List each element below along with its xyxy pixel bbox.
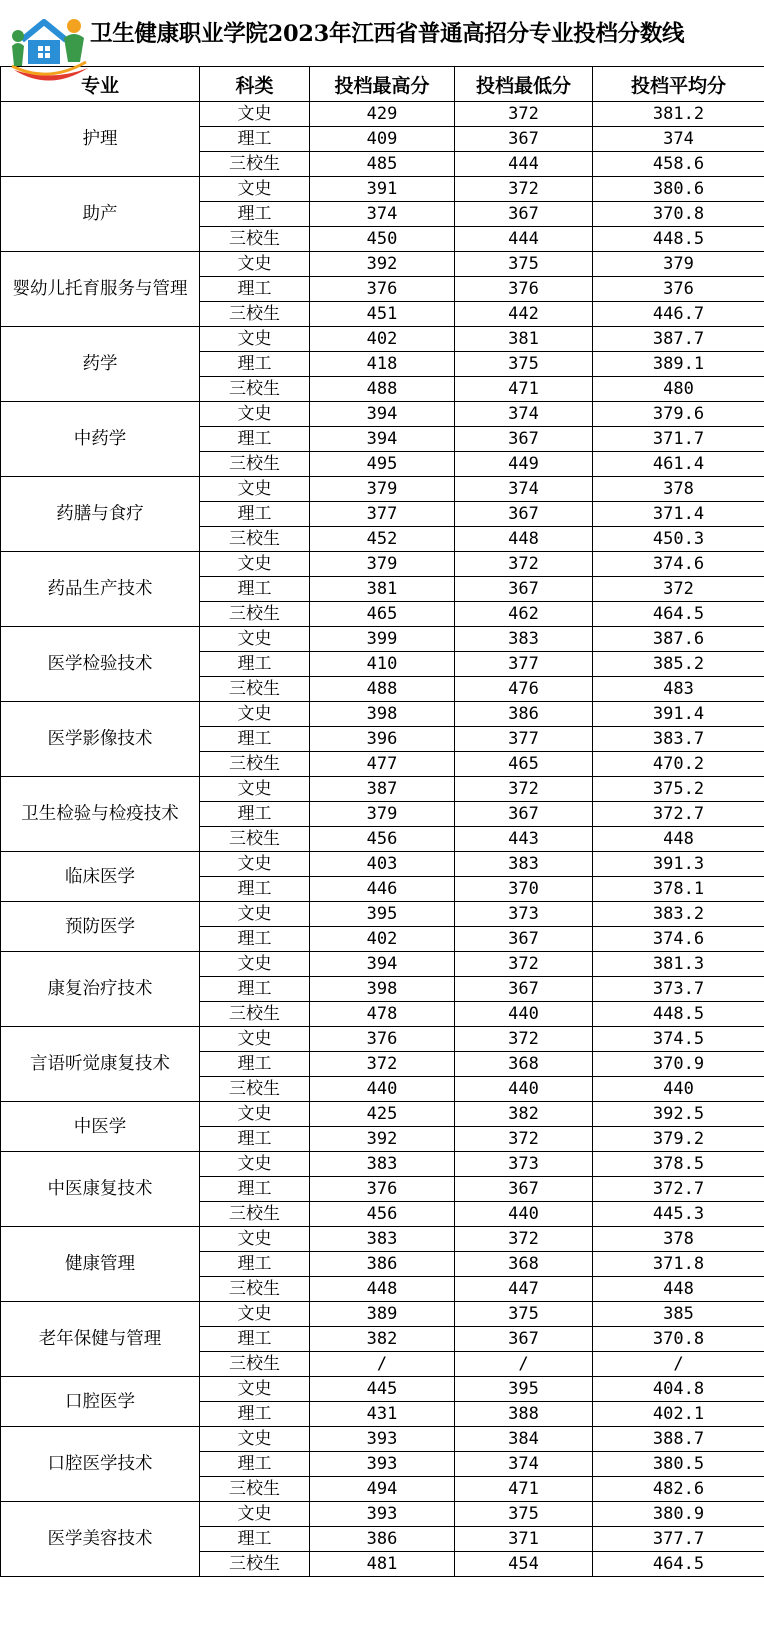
- avg-score-cell: 446.7: [593, 302, 764, 327]
- major-name: 药学: [1, 327, 200, 402]
- avg-score-cell: 376: [593, 277, 764, 302]
- max-score-cell: 485: [310, 152, 455, 177]
- avg-score-cell: 404.8: [593, 1377, 764, 1402]
- college-logo-icon: [8, 10, 92, 86]
- min-score-cell: 367: [455, 502, 593, 527]
- min-score-cell: 442: [455, 302, 593, 327]
- avg-score-cell: 379.2: [593, 1127, 764, 1152]
- category-cell: 三校生: [200, 152, 310, 177]
- min-score-cell: 374: [455, 1452, 593, 1477]
- min-score-cell: 376: [455, 277, 593, 302]
- category-cell: 文史: [200, 902, 310, 927]
- major-name: 医学影像技术: [1, 702, 200, 777]
- category-cell: 理工: [200, 927, 310, 952]
- max-score-cell: 450: [310, 227, 455, 252]
- max-score-cell: 403: [310, 852, 455, 877]
- major-name: 助产: [1, 177, 200, 252]
- category-cell: 理工: [200, 427, 310, 452]
- min-score-cell: 367: [455, 127, 593, 152]
- max-score-cell: 379: [310, 802, 455, 827]
- category-cell: 理工: [200, 502, 310, 527]
- category-cell: 三校生: [200, 302, 310, 327]
- major-name: 老年保健与管理: [1, 1302, 200, 1377]
- avg-score-cell: 445.3: [593, 1202, 764, 1227]
- min-score-cell: 375: [455, 252, 593, 277]
- max-score-cell: 376: [310, 1177, 455, 1202]
- major-name: 预防医学: [1, 902, 200, 952]
- avg-score-cell: 371.8: [593, 1252, 764, 1277]
- category-cell: 理工: [200, 1127, 310, 1152]
- table-row: [1, 402, 764, 427]
- avg-score-cell: 383.2: [593, 902, 764, 927]
- avg-score-cell: 448.5: [593, 1002, 764, 1027]
- category-cell: 文史: [200, 852, 310, 877]
- column-header-major: 专业: [1, 67, 200, 102]
- max-score-cell: 394: [310, 952, 455, 977]
- table-row: [1, 477, 764, 502]
- max-score-cell: 409: [310, 127, 455, 152]
- table-row: [1, 102, 764, 127]
- max-score-cell: 383: [310, 1152, 455, 1177]
- score-table: [0, 66, 764, 1577]
- major-name: 卫生检验与检疫技术: [1, 777, 200, 852]
- avg-score-cell: 372.7: [593, 802, 764, 827]
- min-score-cell: 367: [455, 202, 593, 227]
- major-name: 健康管理: [1, 1227, 200, 1302]
- column-header-category: 科类: [200, 67, 310, 102]
- avg-score-cell: 374.5: [593, 1027, 764, 1052]
- max-score-cell: 386: [310, 1252, 455, 1277]
- category-cell: 理工: [200, 877, 310, 902]
- avg-score-cell: 391.4: [593, 702, 764, 727]
- min-score-cell: 454: [455, 1552, 593, 1577]
- avg-score-cell: 380.5: [593, 1452, 764, 1477]
- max-score-cell: 440: [310, 1077, 455, 1102]
- category-cell: 三校生: [200, 1352, 310, 1377]
- max-score-cell: 456: [310, 827, 455, 852]
- category-cell: 三校生: [200, 377, 310, 402]
- avg-score-cell: 389.1: [593, 352, 764, 377]
- category-cell: 三校生: [200, 752, 310, 777]
- category-cell: 理工: [200, 127, 310, 152]
- min-score-cell: 465: [455, 752, 593, 777]
- avg-score-cell: 370.8: [593, 1327, 764, 1352]
- category-cell: 理工: [200, 1252, 310, 1277]
- max-score-cell: 392: [310, 252, 455, 277]
- table-row: [1, 952, 764, 977]
- max-score-cell: 391: [310, 177, 455, 202]
- max-score-cell: 446: [310, 877, 455, 902]
- avg-score-cell: 387.7: [593, 327, 764, 352]
- avg-score-cell: 377.7: [593, 1527, 764, 1552]
- category-cell: 理工: [200, 1052, 310, 1077]
- table-body: [1, 102, 764, 1577]
- max-score-cell: 445: [310, 1377, 455, 1402]
- min-score-cell: 476: [455, 677, 593, 702]
- avg-score-cell: 480: [593, 377, 764, 402]
- min-score-cell: 381: [455, 327, 593, 352]
- avg-score-cell: 371.7: [593, 427, 764, 452]
- max-score-cell: 481: [310, 1552, 455, 1577]
- table-row: [1, 1102, 764, 1127]
- min-score-cell: 471: [455, 1477, 593, 1502]
- max-score-cell: 393: [310, 1427, 455, 1452]
- category-cell: 三校生: [200, 452, 310, 477]
- avg-score-cell: 464.5: [593, 1552, 764, 1577]
- min-score-cell: 386: [455, 702, 593, 727]
- category-cell: 理工: [200, 1527, 310, 1552]
- category-cell: 文史: [200, 327, 310, 352]
- min-score-cell: 373: [455, 1152, 593, 1177]
- max-score-cell: 394: [310, 427, 455, 452]
- table-row: [1, 1152, 764, 1177]
- major-name: 药品生产技术: [1, 552, 200, 627]
- column-header-max-score: 投档最高分: [310, 67, 455, 102]
- min-score-cell: 440: [455, 1077, 593, 1102]
- max-score-cell: 402: [310, 927, 455, 952]
- major-name: 中药学: [1, 402, 200, 477]
- min-score-cell: 373: [455, 902, 593, 927]
- avg-score-cell: 375.2: [593, 777, 764, 802]
- major-name: 医学检验技术: [1, 627, 200, 702]
- category-cell: 理工: [200, 277, 310, 302]
- max-score-cell: 465: [310, 602, 455, 627]
- avg-score-cell: 402.1: [593, 1402, 764, 1427]
- avg-score-cell: 379: [593, 252, 764, 277]
- min-score-cell: 374: [455, 477, 593, 502]
- min-score-cell: 448: [455, 527, 593, 552]
- max-score-cell: 377: [310, 502, 455, 527]
- max-score-cell: 410: [310, 652, 455, 677]
- category-cell: 文史: [200, 952, 310, 977]
- min-score-cell: 447: [455, 1277, 593, 1302]
- max-score-cell: 399: [310, 627, 455, 652]
- min-score-cell: 462: [455, 602, 593, 627]
- max-score-cell: 382: [310, 1327, 455, 1352]
- table-row: [1, 902, 764, 927]
- max-score-cell: 389: [310, 1302, 455, 1327]
- avg-score-cell: 372: [593, 577, 764, 602]
- max-score-cell: 431: [310, 1402, 455, 1427]
- min-score-cell: 375: [455, 1302, 593, 1327]
- max-score-cell: 452: [310, 527, 455, 552]
- table-row: [1, 1377, 764, 1402]
- min-score-cell: 395: [455, 1377, 593, 1402]
- category-cell: 理工: [200, 577, 310, 602]
- avg-score-cell: 381.2: [593, 102, 764, 127]
- category-cell: 文史: [200, 477, 310, 502]
- major-name: 口腔医学技术: [1, 1427, 200, 1502]
- avg-score-cell: 470.2: [593, 752, 764, 777]
- table-row: [1, 777, 764, 802]
- max-score-cell: 379: [310, 477, 455, 502]
- avg-score-cell: 371.4: [593, 502, 764, 527]
- column-header-min-score: 投档最低分: [455, 67, 593, 102]
- avg-score-cell: 387.6: [593, 627, 764, 652]
- max-score-cell: 488: [310, 677, 455, 702]
- max-score-cell: 396: [310, 727, 455, 752]
- avg-score-cell: 450.3: [593, 527, 764, 552]
- major-name: 医学美容技术: [1, 1502, 200, 1577]
- min-score-cell: 372: [455, 102, 593, 127]
- avg-score-cell: 379.6: [593, 402, 764, 427]
- major-name: 中医学: [1, 1102, 200, 1152]
- max-score-cell: 376: [310, 277, 455, 302]
- max-score-cell: 418: [310, 352, 455, 377]
- min-score-cell: 444: [455, 152, 593, 177]
- category-cell: 文史: [200, 1377, 310, 1402]
- header: [0, 0, 764, 66]
- max-score-cell: 393: [310, 1452, 455, 1477]
- max-score-cell: 477: [310, 752, 455, 777]
- max-score-cell: 494: [310, 1477, 455, 1502]
- max-score-cell: 448: [310, 1277, 455, 1302]
- min-score-cell: 372: [455, 552, 593, 577]
- table-row: [1, 252, 764, 277]
- avg-score-cell: 370.8: [593, 202, 764, 227]
- min-score-cell: 375: [455, 1502, 593, 1527]
- max-score-cell: 387: [310, 777, 455, 802]
- min-score-cell: 375: [455, 352, 593, 377]
- table-row: [1, 702, 764, 727]
- max-score-cell: 478: [310, 1002, 455, 1027]
- category-cell: 文史: [200, 1027, 310, 1052]
- min-score-cell: 367: [455, 1177, 593, 1202]
- category-cell: 理工: [200, 202, 310, 227]
- major-name: 护理: [1, 102, 200, 177]
- avg-score-cell: 378.1: [593, 877, 764, 902]
- max-score-cell: 495: [310, 452, 455, 477]
- category-cell: 三校生: [200, 227, 310, 252]
- min-score-cell: 372: [455, 1227, 593, 1252]
- category-cell: 三校生: [200, 827, 310, 852]
- max-score-cell: /: [310, 1352, 455, 1377]
- avg-score-cell: 448: [593, 1277, 764, 1302]
- max-score-cell: 379: [310, 552, 455, 577]
- avg-score-cell: 378: [593, 477, 764, 502]
- min-score-cell: 367: [455, 927, 593, 952]
- category-cell: 三校生: [200, 1277, 310, 1302]
- avg-score-cell: 464.5: [593, 602, 764, 627]
- avg-score-cell: 391.3: [593, 852, 764, 877]
- avg-score-cell: 374: [593, 127, 764, 152]
- min-score-cell: 377: [455, 727, 593, 752]
- table-row: [1, 1502, 764, 1527]
- category-cell: 理工: [200, 1327, 310, 1352]
- category-cell: 文史: [200, 552, 310, 577]
- table-row: [1, 1302, 764, 1327]
- max-score-cell: 372: [310, 1052, 455, 1077]
- category-cell: 理工: [200, 1452, 310, 1477]
- min-score-cell: 367: [455, 577, 593, 602]
- max-score-cell: 398: [310, 702, 455, 727]
- category-cell: 文史: [200, 252, 310, 277]
- avg-score-cell: 373.7: [593, 977, 764, 1002]
- category-cell: 三校生: [200, 1202, 310, 1227]
- avg-score-cell: 482.6: [593, 1477, 764, 1502]
- category-cell: 理工: [200, 1177, 310, 1202]
- major-name: 口腔医学: [1, 1377, 200, 1427]
- major-name: 言语听觉康复技术: [1, 1027, 200, 1102]
- max-score-cell: 425: [310, 1102, 455, 1127]
- max-score-cell: 392: [310, 1127, 455, 1152]
- table-header-row: [1, 67, 764, 102]
- major-name: 临床医学: [1, 852, 200, 902]
- avg-score-cell: 381.3: [593, 952, 764, 977]
- avg-score-cell: 483: [593, 677, 764, 702]
- category-cell: 文史: [200, 102, 310, 127]
- max-score-cell: 376: [310, 1027, 455, 1052]
- max-score-cell: 456: [310, 1202, 455, 1227]
- max-score-cell: 374: [310, 202, 455, 227]
- max-score-cell: 383: [310, 1227, 455, 1252]
- min-score-cell: 471: [455, 377, 593, 402]
- category-cell: 文史: [200, 177, 310, 202]
- min-score-cell: 440: [455, 1002, 593, 1027]
- avg-score-cell: /: [593, 1352, 764, 1377]
- min-score-cell: 384: [455, 1427, 593, 1452]
- avg-score-cell: 458.6: [593, 152, 764, 177]
- category-cell: 文史: [200, 627, 310, 652]
- column-header-avg-score: 投档平均分: [593, 67, 764, 102]
- category-cell: 文史: [200, 1302, 310, 1327]
- min-score-cell: 372: [455, 1127, 593, 1152]
- table-row: [1, 552, 764, 577]
- avg-score-cell: 378: [593, 1227, 764, 1252]
- major-name: 康复治疗技术: [1, 952, 200, 1027]
- min-score-cell: 367: [455, 977, 593, 1002]
- category-cell: 文史: [200, 1152, 310, 1177]
- avg-score-cell: 448: [593, 827, 764, 852]
- avg-score-cell: 380.9: [593, 1502, 764, 1527]
- table-row: [1, 327, 764, 352]
- avg-score-cell: 388.7: [593, 1427, 764, 1452]
- category-cell: 理工: [200, 977, 310, 1002]
- category-cell: 三校生: [200, 527, 310, 552]
- min-score-cell: 371: [455, 1527, 593, 1552]
- min-score-cell: 449: [455, 452, 593, 477]
- min-score-cell: 367: [455, 1327, 593, 1352]
- min-score-cell: 374: [455, 402, 593, 427]
- avg-score-cell: 370.9: [593, 1052, 764, 1077]
- table-row: [1, 177, 764, 202]
- avg-score-cell: 374.6: [593, 927, 764, 952]
- max-score-cell: 395: [310, 902, 455, 927]
- avg-score-cell: 461.4: [593, 452, 764, 477]
- category-cell: 文史: [200, 777, 310, 802]
- max-score-cell: 393: [310, 1502, 455, 1527]
- min-score-cell: 368: [455, 1052, 593, 1077]
- major-name: 婴幼儿托育服务与管理: [1, 252, 200, 327]
- category-cell: 三校生: [200, 602, 310, 627]
- max-score-cell: 394: [310, 402, 455, 427]
- min-score-cell: 383: [455, 852, 593, 877]
- min-score-cell: 382: [455, 1102, 593, 1127]
- category-cell: 理工: [200, 802, 310, 827]
- category-cell: 文史: [200, 402, 310, 427]
- max-score-cell: 429: [310, 102, 455, 127]
- max-score-cell: 398: [310, 977, 455, 1002]
- avg-score-cell: 372.7: [593, 1177, 764, 1202]
- max-score-cell: 386: [310, 1527, 455, 1552]
- min-score-cell: 443: [455, 827, 593, 852]
- min-score-cell: /: [455, 1352, 593, 1377]
- avg-score-cell: 380.6: [593, 177, 764, 202]
- min-score-cell: 372: [455, 777, 593, 802]
- category-cell: 文史: [200, 1502, 310, 1527]
- category-cell: 文史: [200, 1427, 310, 1452]
- avg-score-cell: 385: [593, 1302, 764, 1327]
- category-cell: 理工: [200, 352, 310, 377]
- category-cell: 文史: [200, 1102, 310, 1127]
- category-cell: 三校生: [200, 1077, 310, 1102]
- avg-score-cell: 385.2: [593, 652, 764, 677]
- table-row: [1, 1427, 764, 1452]
- min-score-cell: 388: [455, 1402, 593, 1427]
- category-cell: 文史: [200, 1227, 310, 1252]
- avg-score-cell: 383.7: [593, 727, 764, 752]
- min-score-cell: 367: [455, 802, 593, 827]
- min-score-cell: 377: [455, 652, 593, 677]
- avg-score-cell: 378.5: [593, 1152, 764, 1177]
- min-score-cell: 372: [455, 952, 593, 977]
- min-score-cell: 383: [455, 627, 593, 652]
- max-score-cell: 381: [310, 577, 455, 602]
- avg-score-cell: 374.6: [593, 552, 764, 577]
- avg-score-cell: 392.5: [593, 1102, 764, 1127]
- table-row: [1, 1027, 764, 1052]
- category-cell: 三校生: [200, 1477, 310, 1502]
- min-score-cell: 440: [455, 1202, 593, 1227]
- major-name: 药膳与食疗: [1, 477, 200, 552]
- category-cell: 三校生: [200, 1002, 310, 1027]
- category-cell: 三校生: [200, 677, 310, 702]
- table-row: [1, 852, 764, 877]
- category-cell: 理工: [200, 727, 310, 752]
- page-title: 卫生健康职业学院2023年江西省普通高招分专业投档分数线: [90, 21, 685, 47]
- max-score-cell: 488: [310, 377, 455, 402]
- category-cell: 理工: [200, 1402, 310, 1427]
- avg-score-cell: 440: [593, 1077, 764, 1102]
- min-score-cell: 372: [455, 1027, 593, 1052]
- min-score-cell: 372: [455, 177, 593, 202]
- category-cell: 文史: [200, 702, 310, 727]
- max-score-cell: 451: [310, 302, 455, 327]
- min-score-cell: 444: [455, 227, 593, 252]
- min-score-cell: 370: [455, 877, 593, 902]
- min-score-cell: 367: [455, 427, 593, 452]
- major-name: 中医康复技术: [1, 1152, 200, 1227]
- category-cell: 三校生: [200, 1552, 310, 1577]
- table-row: [1, 1227, 764, 1252]
- avg-score-cell: 448.5: [593, 227, 764, 252]
- category-cell: 理工: [200, 652, 310, 677]
- min-score-cell: 368: [455, 1252, 593, 1277]
- table-row: [1, 627, 764, 652]
- max-score-cell: 402: [310, 327, 455, 352]
